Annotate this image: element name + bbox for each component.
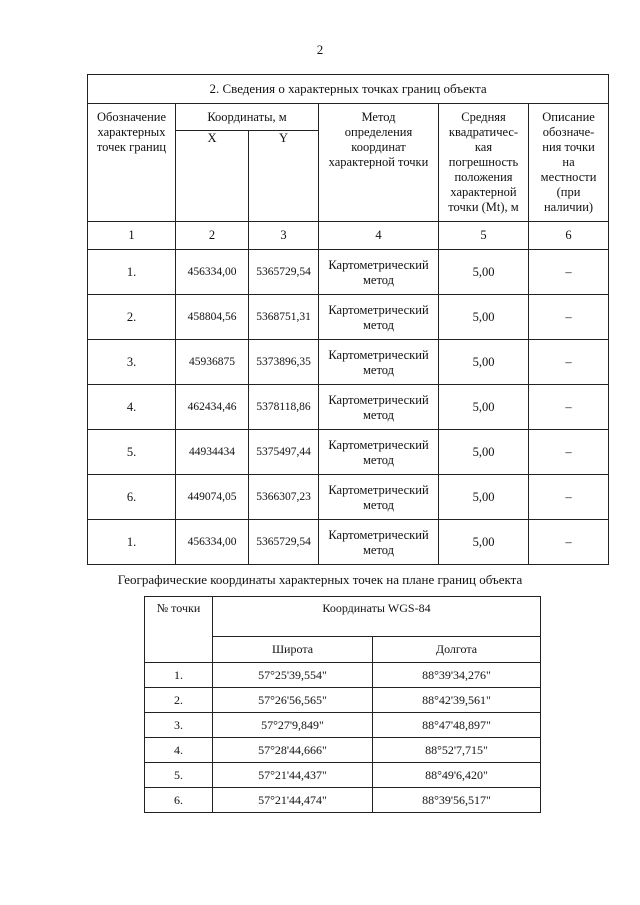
table-row (145, 688, 541, 713)
table-row (88, 385, 609, 430)
y-cell: 5365729,54 (249, 520, 319, 565)
point-cell: 5. (145, 763, 213, 788)
description-cell: – (529, 340, 609, 385)
column-numbers-row (88, 222, 609, 250)
header-y: Y (249, 131, 319, 222)
method-cell: Картометрический метод (319, 520, 439, 565)
y-cell: 5378118,86 (249, 385, 319, 430)
table-title: 2. Сведения о характерных точках границ объекта (88, 75, 609, 104)
point-cell: 1. (145, 663, 213, 688)
x-cell: 458804,56 (176, 295, 249, 340)
header-longitude: Долгота (373, 637, 541, 663)
header-wgs84: Координаты WGS-84 (213, 597, 541, 637)
description-cell: – (529, 250, 609, 295)
latitude-cell: 57°28'44,666" (213, 738, 373, 763)
point-cell: 2. (88, 295, 176, 340)
table-row (88, 475, 609, 520)
error-cell: 5,00 (439, 295, 529, 340)
latitude-cell: 57°27'9,849" (213, 713, 373, 738)
x-cell: 462434,46 (176, 385, 249, 430)
column-number: 2 (176, 222, 249, 250)
x-cell: 456334,00 (176, 520, 249, 565)
header-point-no: № точки (145, 597, 213, 663)
y-cell: 5365729,54 (249, 250, 319, 295)
x-cell: 45936875 (176, 340, 249, 385)
point-cell: 1. (88, 250, 176, 295)
latitude-cell: 57°26'56,565" (213, 688, 373, 713)
table-row (88, 340, 609, 385)
table-row (88, 430, 609, 475)
longitude-cell: 88°52'7,715" (373, 738, 541, 763)
error-cell: 5,00 (439, 520, 529, 565)
point-cell: 6. (88, 475, 176, 520)
error-cell: 5,00 (439, 430, 529, 475)
page-number: 2 (316, 42, 324, 57)
table-row (145, 713, 541, 738)
table-row (88, 295, 609, 340)
method-cell: Картометрический метод (319, 475, 439, 520)
characteristic-points-table (87, 74, 609, 565)
point-cell: 4. (88, 385, 176, 430)
longitude-cell: 88°42'39,561" (373, 688, 541, 713)
column-number: 4 (319, 222, 439, 250)
point-cell: 5. (88, 430, 176, 475)
x-cell: 44934434 (176, 430, 249, 475)
point-cell: 1. (88, 520, 176, 565)
error-cell: 5,00 (439, 340, 529, 385)
method-cell: Картометрический метод (319, 385, 439, 430)
description-cell: – (529, 295, 609, 340)
wgs84-coordinates-table (144, 596, 541, 813)
table-row (88, 250, 609, 295)
latitude-cell: 57°25'39,554" (213, 663, 373, 688)
header-latitude: Широта (213, 637, 373, 663)
table-row (145, 788, 541, 813)
column-number: 5 (439, 222, 529, 250)
latitude-cell: 57°21'44,437" (213, 763, 373, 788)
method-cell: Картометрический метод (319, 295, 439, 340)
error-cell: 5,00 (439, 250, 529, 295)
header-error: Средняя квадратичес- кая погрешность положения характерной точки (Mt), м (439, 104, 529, 222)
method-cell: Картометрический метод (319, 340, 439, 385)
table-row (145, 738, 541, 763)
column-number: 3 (249, 222, 319, 250)
x-cell: 449074,05 (176, 475, 249, 520)
header-coordinates: Координаты, м (176, 104, 319, 131)
point-cell: 2. (145, 688, 213, 713)
error-cell: 5,00 (439, 475, 529, 520)
column-number: 1 (88, 222, 176, 250)
header-description: Описание обозначе- ния точки на местности (при наличии) (529, 104, 609, 222)
method-cell: Картометрический метод (319, 430, 439, 475)
column-number: 6 (529, 222, 609, 250)
y-cell: 5375497,44 (249, 430, 319, 475)
y-cell: 5366307,23 (249, 475, 319, 520)
description-cell: – (529, 475, 609, 520)
geo-coords-caption: Географические координаты характерных точек на плане границ объекта (117, 572, 523, 587)
table-row (88, 520, 609, 565)
longitude-cell: 88°47'48,897" (373, 713, 541, 738)
header-designation: Обозначение характерных точек границ (88, 104, 176, 222)
point-cell: 6. (145, 788, 213, 813)
description-cell: – (529, 520, 609, 565)
x-cell: 456334,00 (176, 250, 249, 295)
longitude-cell: 88°39'34,276" (373, 663, 541, 688)
point-cell: 4. (145, 738, 213, 763)
description-cell: – (529, 430, 609, 475)
table-row (145, 663, 541, 688)
header-x: X (176, 131, 249, 222)
longitude-cell: 88°49'6,420" (373, 763, 541, 788)
table-row (145, 763, 541, 788)
error-cell: 5,00 (439, 385, 529, 430)
y-cell: 5373896,35 (249, 340, 319, 385)
method-cell: Картометрический метод (319, 250, 439, 295)
latitude-cell: 57°21'44,474" (213, 788, 373, 813)
description-cell: – (529, 385, 609, 430)
point-cell: 3. (145, 713, 213, 738)
y-cell: 5368751,31 (249, 295, 319, 340)
point-cell: 3. (88, 340, 176, 385)
longitude-cell: 88°39'56,517" (373, 788, 541, 813)
header-method: Метод определения координат характерной точки (319, 104, 439, 222)
